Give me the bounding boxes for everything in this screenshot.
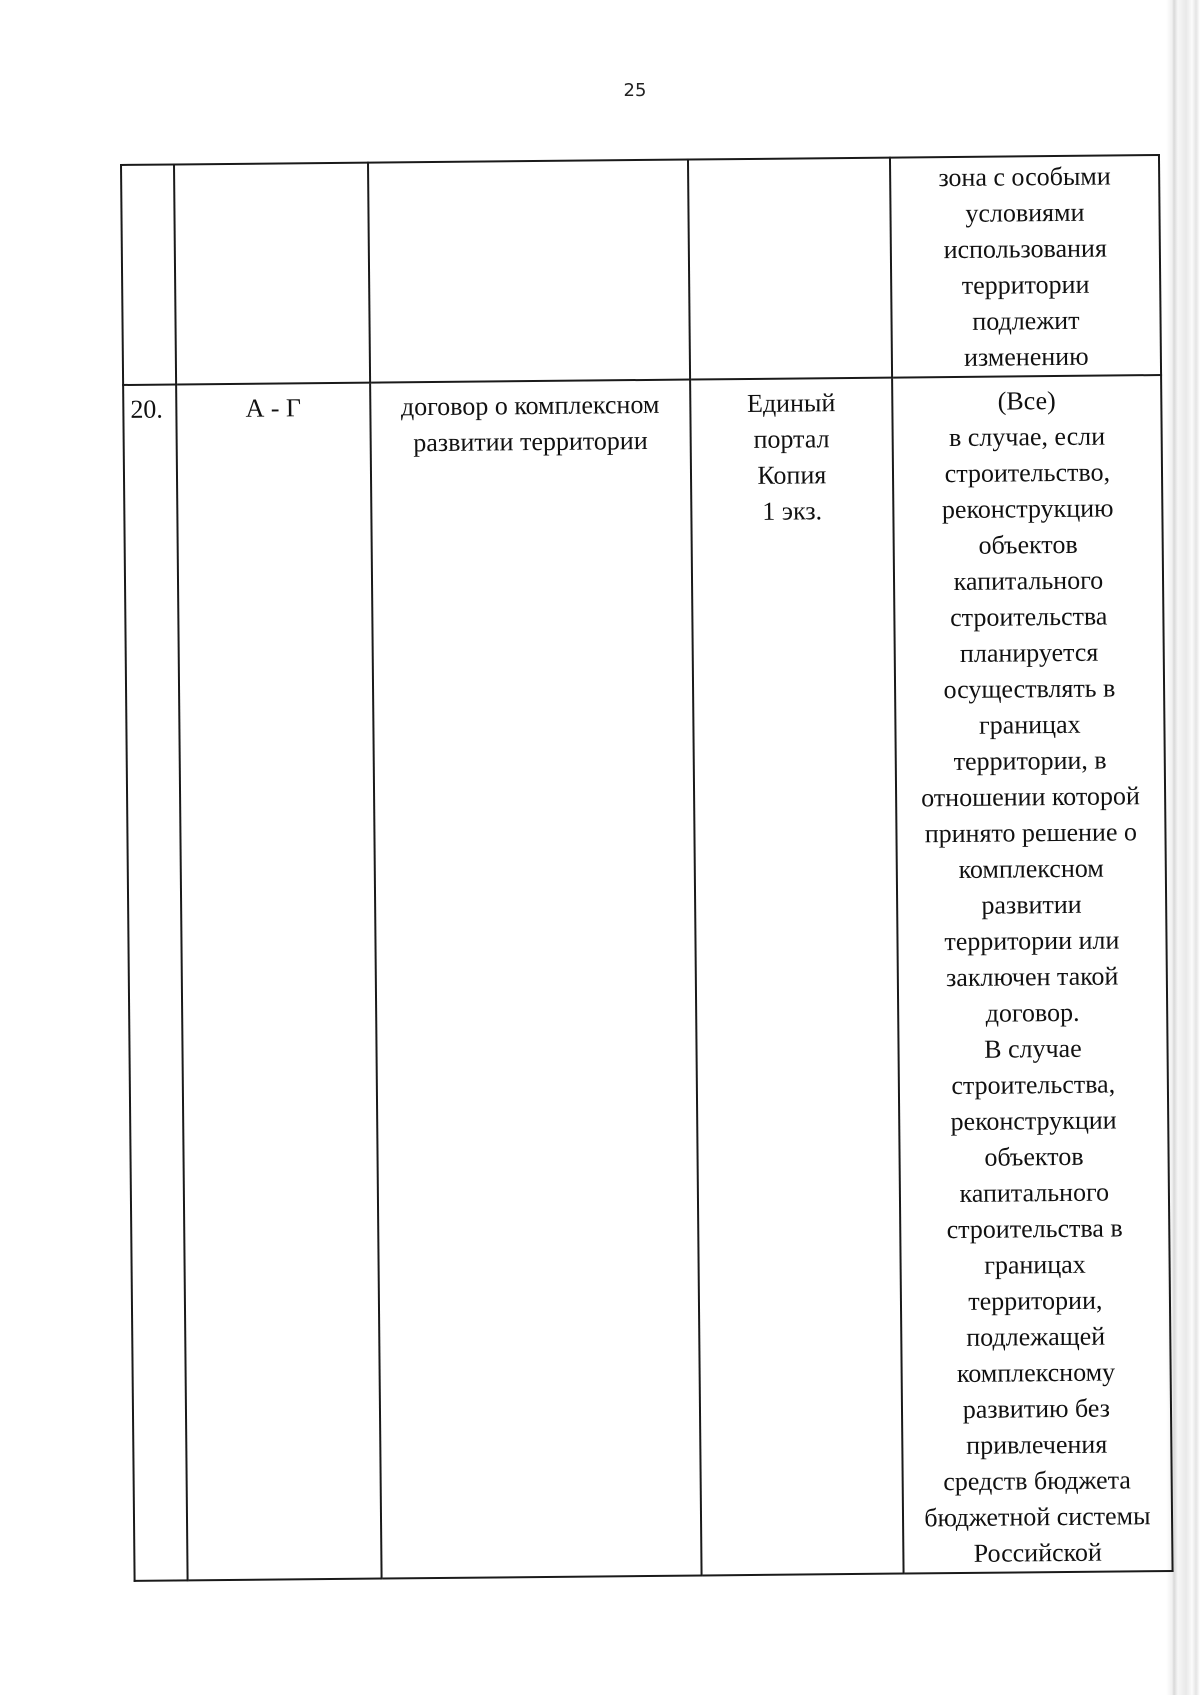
form-line: 1 экз. xyxy=(762,496,823,526)
cell-document-empty xyxy=(368,160,690,383)
conditions-line: использования xyxy=(943,233,1107,265)
conditions-line: территории или xyxy=(944,925,1120,957)
conditions-line: строительства xyxy=(950,601,1108,633)
conditions-line: реконструкции xyxy=(950,1105,1117,1137)
conditions-line: строительство, xyxy=(944,457,1111,489)
conditions-line: в случае, если xyxy=(948,421,1106,453)
cell-conditions-continued xyxy=(890,155,1161,378)
conditions-line: границах xyxy=(978,709,1081,740)
conditions-line: принято решение о xyxy=(924,817,1138,849)
conditions-line: территории, xyxy=(968,1285,1103,1316)
conditions-line: (Все) xyxy=(997,386,1056,416)
conditions-line: зона с особыми xyxy=(938,161,1111,193)
conditions-line: договор. xyxy=(985,997,1080,1028)
conditions-line: комплексном xyxy=(958,853,1104,884)
document-name xyxy=(370,380,702,1579)
conditions-line: капитального xyxy=(959,1177,1110,1208)
conditions-line: осуществлять в xyxy=(943,673,1116,705)
documents-table xyxy=(120,154,1174,1582)
conditions-line: средств бюджета xyxy=(943,1465,1131,1497)
form-line: Копия xyxy=(757,460,827,490)
page-number: 25 xyxy=(623,80,647,101)
document-line: договор о комплексном xyxy=(400,389,660,422)
form-line: Единый xyxy=(746,388,836,418)
table-row-20 xyxy=(123,375,1172,1581)
conditions-line: условиями xyxy=(965,197,1085,228)
table-row-continued xyxy=(121,155,1161,385)
conditions-line: развитии xyxy=(981,889,1082,920)
conditions-line: капитального xyxy=(953,565,1104,597)
document-line: развитии территории xyxy=(413,425,648,458)
conditions-line: территории xyxy=(961,269,1090,300)
conditions-line: строительства в xyxy=(946,1213,1123,1245)
conditions-line: Российской xyxy=(973,1537,1102,1568)
conditions-line: территории, в xyxy=(953,745,1107,777)
conditions-line: строительства, xyxy=(951,1069,1116,1101)
conditions-line: объектов xyxy=(978,529,1078,560)
conditions-line: изменению xyxy=(963,341,1089,372)
conditions-line: объектов xyxy=(984,1141,1084,1172)
cell-form-empty xyxy=(688,158,892,380)
conditions-line: бюджетной системы xyxy=(924,1501,1151,1533)
conditions-line: развитию без xyxy=(962,1393,1111,1424)
conditions-line: планируется xyxy=(959,637,1099,668)
conditions-line: привлечения xyxy=(966,1429,1108,1460)
cell-number-empty xyxy=(121,164,176,384)
submission-conditions xyxy=(892,375,1173,1574)
conditions-line: подлежащей xyxy=(966,1321,1106,1352)
row-number: 20. xyxy=(123,384,187,1580)
conditions-line: комплексному xyxy=(956,1357,1116,1389)
conditions-line: В случае xyxy=(984,1033,1082,1064)
applicant-category: А - Г xyxy=(176,383,381,1581)
form-line: портал xyxy=(753,424,830,454)
document-form xyxy=(690,378,903,1576)
conditions-line: заключен такой xyxy=(945,961,1119,993)
conditions-line: отношении которой xyxy=(921,781,1140,813)
cell-category-empty xyxy=(174,163,370,385)
conditions-line: подлежит xyxy=(972,305,1080,336)
conditions-line: реконструкцию xyxy=(941,493,1114,525)
conditions-line: границах xyxy=(984,1249,1086,1280)
